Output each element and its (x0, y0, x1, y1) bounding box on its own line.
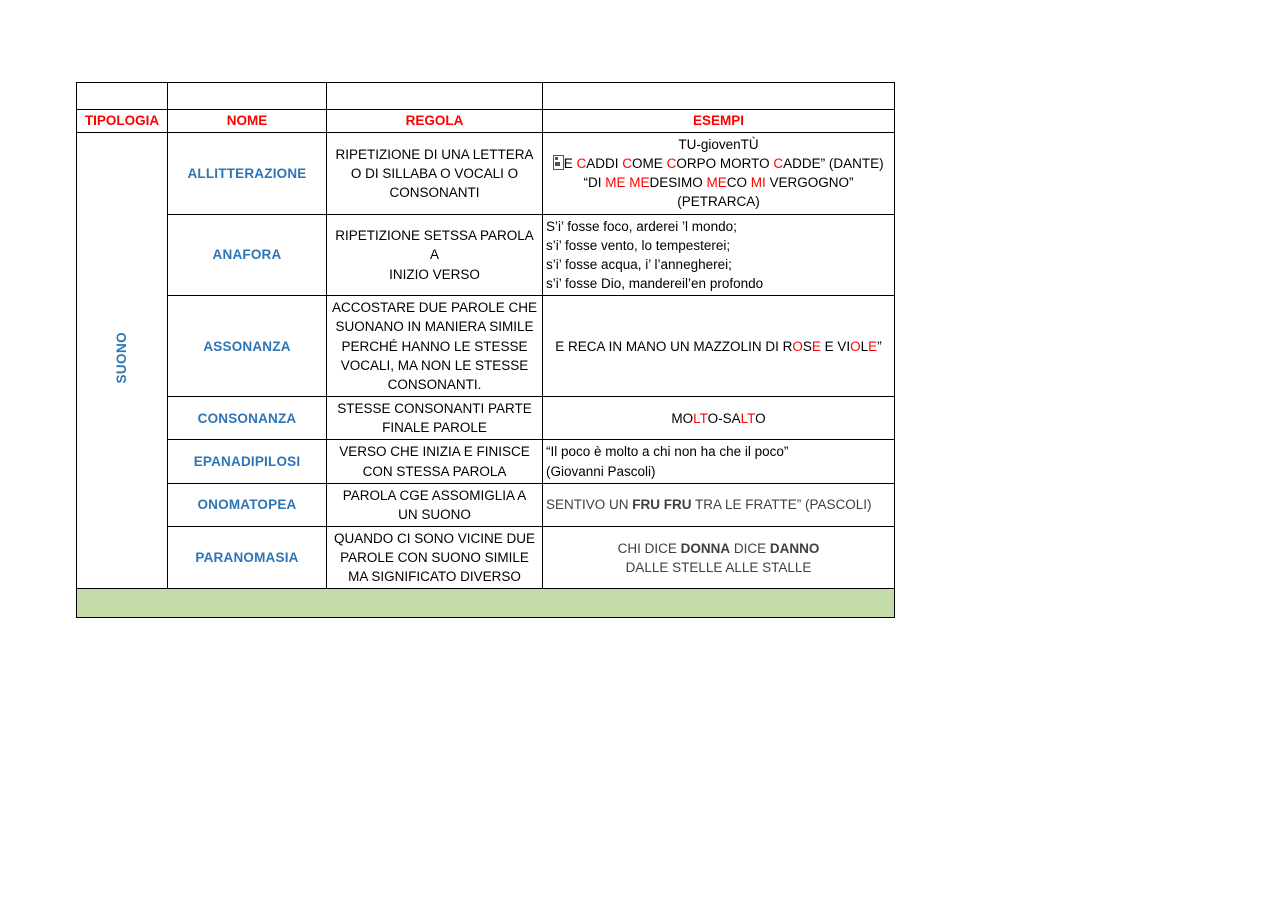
missing-glyph-icon (553, 155, 563, 169)
table-row (77, 440, 895, 483)
regola-line: PERCHÉ HANNO LE STESSE (341, 338, 528, 354)
table-row (77, 214, 895, 296)
table-row (77, 296, 895, 397)
column-header-regola: REGOLA (327, 110, 543, 133)
esempio-line-petrarca: “DI ME MEDESIMO MECO MI VERGOGNO” (583, 175, 854, 191)
regola-cell-onomatopea (327, 483, 543, 526)
esempio-line: s’i’ fosse acqua, i’ l’annegherei; (546, 256, 732, 272)
regola-line: QUANDO CI SONO VICINE DUE (333, 530, 536, 546)
regola-line: FINALE PAROLE (382, 420, 487, 436)
spacer-cell-nome (168, 83, 327, 110)
nome-cell-allitterazione: ALLITTERAZIONE (168, 133, 327, 215)
esempi-cell-assonanza (543, 296, 895, 397)
regola-cell-anafora (327, 214, 543, 296)
regola-line: MA SIGNIFICATO DIVERSO (348, 569, 521, 585)
spacer-cell-regola (327, 83, 543, 110)
regola-cell-consonanza (327, 397, 543, 440)
table-row (77, 526, 895, 588)
table-row (77, 397, 895, 440)
figure-of-speech-table-wrapper (76, 82, 894, 618)
regola-cell-paranomasia (327, 526, 543, 588)
regola-line: RIPETIZIONE SETSSA PAROLA A (335, 228, 534, 263)
spacer-cell-tipologia (77, 83, 168, 110)
esempio-line-molto-salto: MOLTO-SALTO (671, 410, 766, 426)
esempio-line: TU-giovenTÙ (678, 137, 759, 152)
column-header-nome: NOME (168, 110, 327, 133)
regola-line: SUONANO IN MANIERA SIMILE (335, 319, 534, 335)
nome-cell-onomatopea: ONOMATOPEA (168, 483, 327, 526)
esempi-cell-onomatopea (543, 483, 895, 526)
table-row (77, 133, 895, 215)
regola-line: O DI SILLABA O VOCALI O (350, 165, 519, 181)
regola-cell-allitterazione (327, 133, 543, 215)
regola-line: STESSE CONSONANTI PARTE (337, 401, 532, 417)
esempio-line: DALLE STELLE ALLE STALLE (625, 559, 812, 575)
nome-cell-paranomasia: PARANOMASIA (168, 526, 327, 588)
esempi-cell-paranomasia (543, 526, 895, 588)
esempio-line: (Giovanni Pascoli) (546, 463, 656, 479)
regola-cell-epanadipilosi (327, 440, 543, 483)
nome-cell-consonanza: CONSONANZA (168, 397, 327, 440)
esempio-line-mazzolin: E RECA IN MANO UN MAZZOLIN DI ROSE E VIOLE” (555, 338, 882, 354)
esempi-cell-allitterazione (543, 133, 895, 215)
regola-line: UN SUONO (398, 506, 471, 522)
column-header-esempi: ESEMPI (543, 110, 895, 133)
tipologia-group-cell-suono (77, 133, 168, 589)
footer-band-cell (77, 589, 895, 618)
esempi-cell-anafora (543, 214, 895, 296)
regola-line: INIZIO VERSO (389, 266, 480, 282)
table-header-row (77, 110, 895, 133)
nome-cell-anafora: ANAFORA (168, 214, 327, 296)
column-header-tipologia: TIPOLOGIA (77, 110, 168, 133)
table-row (77, 483, 895, 526)
esempio-line-donna-danno: CHI DICE DONNA DICE DANNO (617, 540, 820, 556)
regola-line: VOCALI, MA NON LE STESSE (340, 357, 529, 373)
esempio-line: (PETRARCA) (677, 194, 760, 210)
spacer-cell-empty (543, 83, 895, 110)
nome-cell-epanadipilosi: EPANADIPILOSI (168, 440, 327, 483)
regola-line: ACCOSTARE DUE PAROLE CHE (331, 300, 538, 316)
esempio-line-dante: E CADDI COME CORPO MORTO CADDE” (DANTE) (546, 154, 891, 173)
esempio-line: “Il poco è molto a chi non ha che il poco” (546, 444, 789, 460)
table-footer-band-row (77, 589, 895, 618)
regola-line: CONSONANTI (389, 184, 480, 200)
figure-of-speech-table (76, 82, 895, 618)
esempi-cell-consonanza (543, 397, 895, 440)
esempio-line: s’i’ fosse vento, lo tempesterei; (546, 237, 731, 253)
nome-cell-assonanza: ASSONANZA (168, 296, 327, 397)
esempio-line: s’i’ fosse Dio, mandereil’en profondo (546, 276, 764, 292)
tipologia-group-label: SUONO (114, 332, 130, 384)
esempio-line: S’i’ fosse foco, arderei ’l mondo; (546, 218, 737, 234)
regola-line: PAROLA CGE ASSOMIGLIA A (342, 487, 527, 503)
regola-line: PAROLE CON SUONO SIMILE (340, 550, 529, 566)
regola-line: CONSONANTI. (387, 376, 482, 392)
regola-cell-assonanza (327, 296, 543, 397)
regola-line: VERSO CHE INIZIA E FINISCE (339, 444, 530, 460)
esempi-cell-epanadipilosi (543, 440, 895, 483)
table-spacer-row (77, 83, 895, 110)
esempio-line-frufru: SENTIVO UN FRU FRU TRA LE FRATTE” (PASCOLI) (546, 497, 872, 513)
regola-line: CON STESSA PAROLA (362, 463, 507, 479)
regola-line: RIPETIZIONE DI UNA LETTERA (335, 146, 534, 162)
